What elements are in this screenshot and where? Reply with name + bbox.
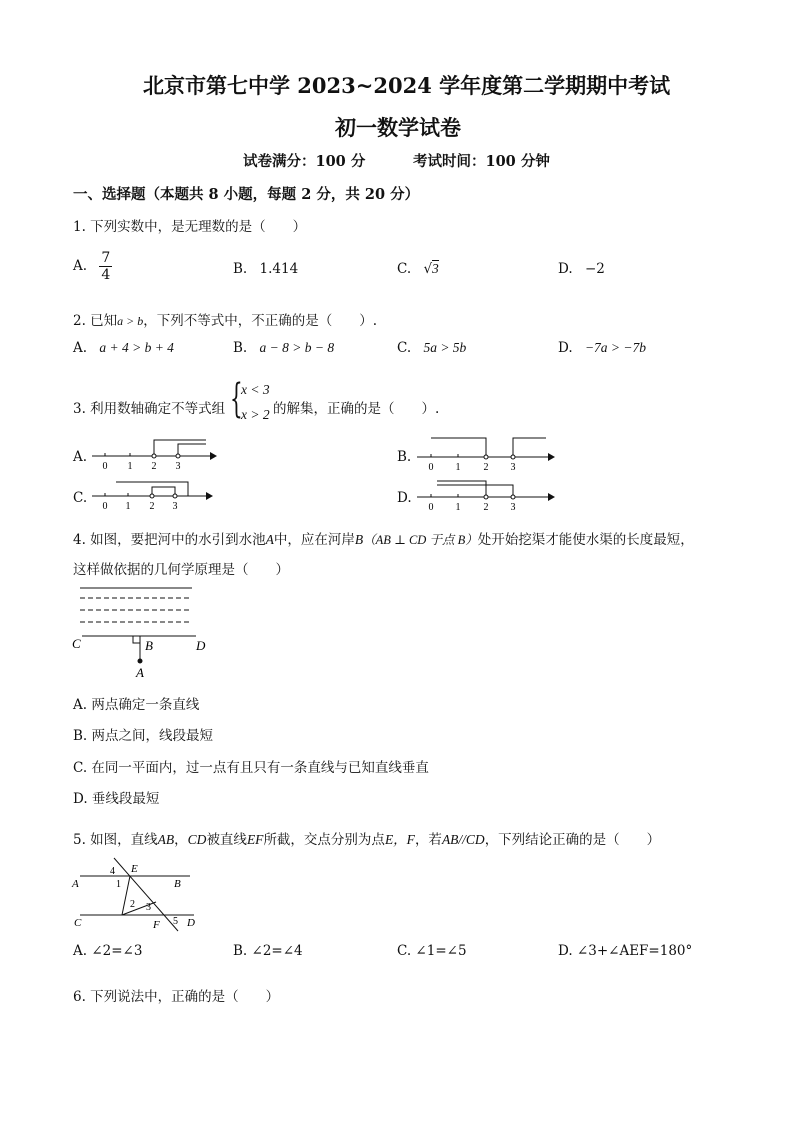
q4-stem-line1 xyxy=(73,528,694,548)
q4-label-c: C xyxy=(72,636,81,651)
q2-stem-pre: 2. 已知 xyxy=(73,313,118,329)
tick-2: 2 xyxy=(149,501,155,512)
q5-label-d: D xyxy=(187,917,195,929)
q5-label-e: E xyxy=(131,863,138,875)
q2-a-label: A. xyxy=(73,340,88,356)
q5-angle-5: 5 xyxy=(173,916,178,927)
q4-stem-post: 处开始挖渠才能使水渠的长度最短， xyxy=(477,532,694,548)
q2-stem-math: a > b xyxy=(117,314,144,328)
tick-2: 2 xyxy=(483,502,489,513)
tick-0: 0 xyxy=(102,501,108,512)
q5-comma: ， xyxy=(174,832,188,848)
q5-cd: CD xyxy=(187,832,207,847)
tick-0: 0 xyxy=(428,502,434,513)
q5-angle-3: 3 xyxy=(146,902,151,913)
q4-option-b: B. 两点之间，线段最短 xyxy=(73,728,214,744)
q2-option-a xyxy=(73,340,174,356)
q4-stem-pre: 4. 如图，要把河中的水引到水池 xyxy=(73,532,266,548)
q5-stem xyxy=(73,828,660,848)
q5-label-f: F xyxy=(153,919,160,931)
q4-stem-line2: 这样做依据的几何学原理是（ ） xyxy=(73,562,289,578)
tick-3: 3 xyxy=(510,462,516,473)
tick-2: 2 xyxy=(483,462,489,473)
q2-stem xyxy=(73,309,377,329)
q3-stem-post: 的解集，正确的是（ ）. xyxy=(273,401,440,417)
q3-ineq-2: x > 2 xyxy=(241,407,270,422)
exam-title: 北京市第七中学 2023~2024 学年度第二学期期中考试 xyxy=(143,73,671,98)
q3-c-numberline xyxy=(90,478,220,514)
q5-mid2: 被直线 xyxy=(206,832,247,848)
q1-option-a xyxy=(73,250,112,283)
q3-d-label: D. xyxy=(397,490,412,506)
q3-ineq-1: x < 3 xyxy=(241,382,270,397)
q4-label-a: A xyxy=(136,665,144,680)
tick-2: 2 xyxy=(151,461,157,472)
q1-d-value: −2 xyxy=(584,261,605,277)
q5-angle-2: 2 xyxy=(130,899,135,910)
q5-label-a: A xyxy=(72,878,79,890)
sqrt-symbol: √ xyxy=(423,261,433,277)
tick-1: 1 xyxy=(127,461,133,472)
q3-brace: { xyxy=(230,376,243,422)
q2-c-expr: 5a > 5b xyxy=(423,340,467,355)
q5-stem-pre: 5. 如图，直线 xyxy=(73,832,158,848)
q5-parallel: AB//CD xyxy=(441,832,485,847)
q5-ef: EF xyxy=(246,832,264,847)
q5-angle-4: 4 xyxy=(110,866,115,877)
q1-a-label: A. xyxy=(73,258,88,274)
tick-3: 3 xyxy=(175,461,181,472)
q1-b-label: B. xyxy=(233,261,248,277)
q1-c-radicand: 3 xyxy=(432,261,439,276)
q1-option-d xyxy=(558,261,605,277)
q3-a-numberline xyxy=(90,436,220,476)
q2-option-d xyxy=(558,340,646,356)
q5-option-d: D. ∠3+∠AEF=180° xyxy=(558,943,693,959)
q1-stem: 1. 下列实数中，是无理数的是（ ） xyxy=(73,219,307,235)
q3-a-label: A. xyxy=(73,449,88,465)
q5-mid4: ，若 xyxy=(414,832,442,848)
q3-b-label: B. xyxy=(397,449,412,465)
q3-stem-pre: 3. 利用数轴确定不等式组 xyxy=(73,401,226,417)
q3-b-numberline xyxy=(415,436,560,476)
q1-option-c xyxy=(397,261,439,277)
q5-pts: E，F xyxy=(384,832,415,847)
q2-b-label: B. xyxy=(233,340,248,356)
q2-stem-post: ，下列不等式中，不正确的是（ ）. xyxy=(143,313,378,329)
q2-d-expr: −7a > −7b xyxy=(584,340,647,355)
q5-label-b: B xyxy=(174,878,181,890)
q4-option-a: A. 两点确定一条直线 xyxy=(73,697,200,713)
q1-option-b xyxy=(233,261,298,277)
q5-stem-post: ，下列结论正确的是（ ） xyxy=(484,832,661,848)
tick-1: 1 xyxy=(455,462,461,473)
q2-option-c xyxy=(397,340,466,356)
section-heading: 一、选择题（本题共 8 小题，每题 2 分，共 20 分） xyxy=(73,186,420,203)
tick-1: 1 xyxy=(125,501,131,512)
q2-a-expr: a + 4 > b + 4 xyxy=(99,340,174,355)
tick-3: 3 xyxy=(510,502,516,513)
q5-option-b: B. ∠2=∠4 xyxy=(233,943,303,959)
q5-figure xyxy=(70,855,200,935)
exam-subtitle: 初一数学试卷 xyxy=(335,115,461,140)
q1-a-fraction xyxy=(99,250,112,283)
tick-3: 3 xyxy=(172,501,178,512)
q4-stem-mid: 中，应在河岸 xyxy=(273,532,355,548)
q2-c-label: C. xyxy=(397,340,412,356)
tick-0: 0 xyxy=(428,462,434,473)
q4-label-d: D xyxy=(196,638,206,653)
q4-point-b: B xyxy=(354,532,364,547)
q1-d-label: D. xyxy=(558,261,573,277)
q4-paren: （AB ⊥ CD 于点 B） xyxy=(363,533,478,547)
q6-stem: 6. 下列说法中，正确的是（ ） xyxy=(73,989,280,1005)
q1-a-denominator: 4 xyxy=(101,267,111,283)
q1-c-label: C. xyxy=(397,261,412,277)
q4-figure xyxy=(70,586,220,681)
q4-option-d: D. 垂线段最短 xyxy=(73,791,160,807)
q5-option-a: A. ∠2=∠3 xyxy=(73,943,143,959)
q2-option-b xyxy=(233,340,334,356)
exam-time: 考试时间：100 分钟 xyxy=(413,153,550,170)
q2-b-expr: a − 8 > b − 8 xyxy=(259,340,335,355)
tick-0: 0 xyxy=(102,461,108,472)
q4-option-c: C. 在同一平面内，过一点有且只有一条直线与已知直线垂直 xyxy=(73,760,429,776)
q3-c-label: C. xyxy=(73,490,88,506)
q4-label-b: B xyxy=(145,638,153,653)
q1-a-numerator: 7 xyxy=(101,250,111,266)
q5-label-c: C xyxy=(74,917,82,929)
q5-ab: AB xyxy=(157,832,175,847)
q5-option-c: C. ∠1=∠5 xyxy=(397,943,467,959)
q2-d-label: D. xyxy=(558,340,573,356)
q3-d-numberline xyxy=(415,475,560,515)
q5-mid3: 所截，交点分别为点 xyxy=(263,832,385,848)
q5-angle-1: 1 xyxy=(116,879,121,890)
full-marks: 试卷满分：100 分 xyxy=(243,153,366,170)
tick-1: 1 xyxy=(455,502,461,513)
q4-point-a: A xyxy=(265,532,274,547)
q1-b-value: 1.414 xyxy=(259,261,299,277)
